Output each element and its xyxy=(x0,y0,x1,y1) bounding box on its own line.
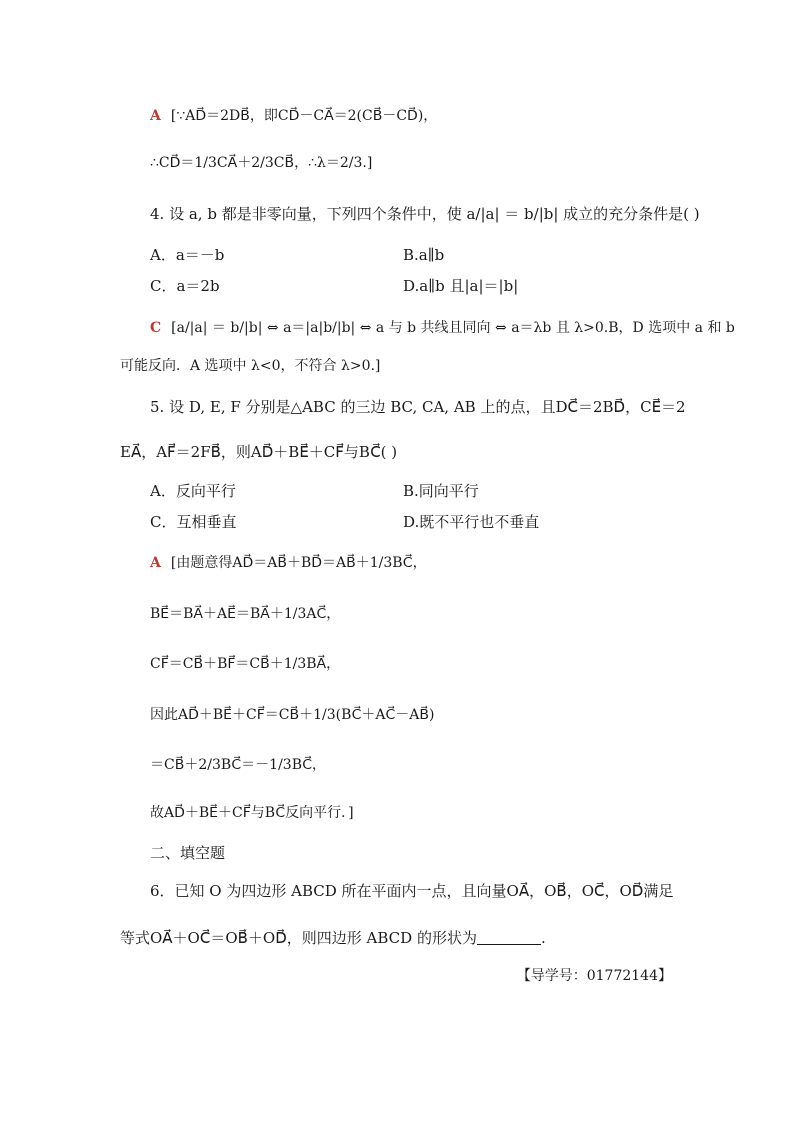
option-c: C．a＝2b xyxy=(150,277,220,295)
option-b: B.a∥b xyxy=(403,246,445,264)
solution-line: [由题意得AD⃗＝AB⃗＋BD⃗＝AB⃗＋1/3BC⃗， xyxy=(170,555,427,571)
solution-line: BE⃗＝BA⃗＋AE⃗＝BA⃗＋1/3AC⃗， xyxy=(150,606,341,622)
solution-line: CF⃗＝CB⃗＋BF⃗＝CB⃗＋1/3BA⃗， xyxy=(150,656,341,672)
reference-number: 【导学号：01772144】 xyxy=(516,968,672,984)
section-heading: 二、填空题 xyxy=(150,844,226,862)
question-stem: 等式OA⃗＋OC⃗＝OB⃗＋OD⃗，则四边形 ABCD 的形状为 xyxy=(120,929,477,947)
solution-line: [a/|a| ＝ b/|b| ⇔ a＝|a|b/|b| ⇔ a 与 b 共线且同向 ⇔ a＝λb 且 λ>0.B，D 选项中 a 和 b xyxy=(171,320,735,336)
question-stem: 4. 设 a, b 都是非零向量，下列四个条件中，使 a/|a| ＝ b/|b| 成立的充分条件是( ) xyxy=(150,205,700,223)
question-stem: 5. 设 D, E, F 分别是△ABC 的三边 BC, CA, AB 上的点，且DC⃗＝2BD⃗，CE⃗＝2 xyxy=(150,398,686,416)
period: . xyxy=(540,929,546,947)
option-a: A．反向平行 xyxy=(150,482,236,500)
solution-line: 因此AD⃗＋BE⃗＋CF⃗＝CB⃗＋1/3(BC⃗＋AC⃗－AB⃗) xyxy=(150,707,435,723)
option-b: B.同向平行 xyxy=(403,482,479,500)
solution-line: 可能反向．A 选项中 λ<0，不符合 λ>0.] xyxy=(120,358,381,374)
answer-letter: C xyxy=(150,320,162,336)
solution-line: [∵AD⃗＝2DB⃗，即CD⃗－CA⃗＝2(CB⃗－CD⃗)， xyxy=(170,108,438,124)
option-d: D.a∥b 且|a|＝|b| xyxy=(403,277,519,295)
answer-letter: A xyxy=(150,108,161,124)
option-c: C．互相垂直 xyxy=(150,513,237,531)
option-a: A．a＝－b xyxy=(150,246,225,264)
solution-line: 故AD⃗＋BE⃗＋CF⃗与BC⃗反向平行．] xyxy=(150,805,354,821)
question-stem: EA⃗，AF⃗＝2FB⃗，则AD⃗＋BE⃗＋CF⃗与BC⃗( ) xyxy=(120,443,398,461)
question-stem: 6．已知 O 为四边形 ABCD 所在平面内一点，且向量OA⃗，OB⃗，OC⃗，OD⃗满足 xyxy=(150,882,674,900)
option-d: D.既不平行也不垂直 xyxy=(403,513,540,531)
answer-letter: A xyxy=(150,555,161,571)
answer-blank xyxy=(477,930,541,945)
solution-line: ∴CD⃗＝1/3CA⃗＋2/3CB⃗，∴λ＝2/3.] xyxy=(150,155,373,171)
solution-line: ＝CB⃗＋2/3BC⃗＝－1/3BC⃗， xyxy=(150,757,327,773)
